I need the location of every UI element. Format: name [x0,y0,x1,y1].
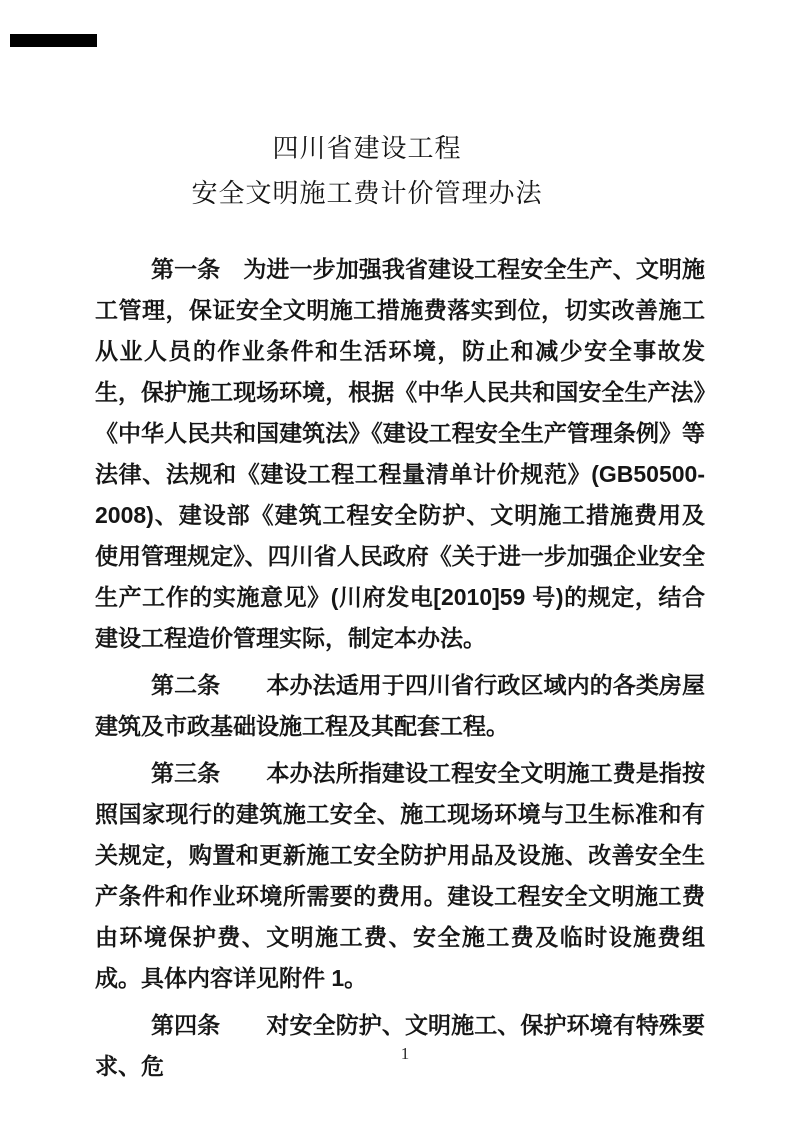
page-number: 1 [400,1044,410,1063]
title-line-2: 安全文明施工费计价管理办法 [191,179,543,208]
paragraph-article-3: 第三条 本办法所指建设工程安全文明施工费是指按照国家现行的建筑施工安全、施工现场环境与卫生标准和有关规定，购置和更新施工安全防护用品及设施、改善安全生产条件和作业环境所需要的费用。建设工程安全文明施工费由环境保护费、文明施工费、安全施工费及临时设施费组成。具体内容详见附件 1。 [95,760,705,991]
document-title [0,126,734,216]
title-line-1: 四川省建设工程 [272,134,462,163]
paragraph-article-4: 第四条 对安全防护、文明施工、保护环境有特殊要求、危 [95,1012,705,1079]
scan-artifact-mark [10,34,97,47]
paragraph-article-2: 第二条 本办法适用于四川省行政区域内的各类房屋建筑及市政基础设施工程及其配套工程。 [95,672,705,739]
document-body [95,249,705,1093]
paragraph-article-1: 第一条 为进一步加强我省建设工程安全生产、文明施工管理，保证安全文明施工措施费落实到位，切实改善施工从业人员的作业条件和生活环境，防止和减少安全事故发生，保护施工现场环境，根据《中华人民共和国安全生产法》《中华人民共和国建筑法》《建设工程安全生产管理条例》等法律、法规和《建设工程工程量清单计价规范》(GB50500-2008)、建设部《建筑工程安全防护、文明施工措施费用及使用管理规定》、四川省人民政府《关于进一步加强企业安全生产工作的实施意见》(川府发电[2010]59 号)的规定，结合建设工程造价管理实际，制定本办法。 [95,256,705,651]
